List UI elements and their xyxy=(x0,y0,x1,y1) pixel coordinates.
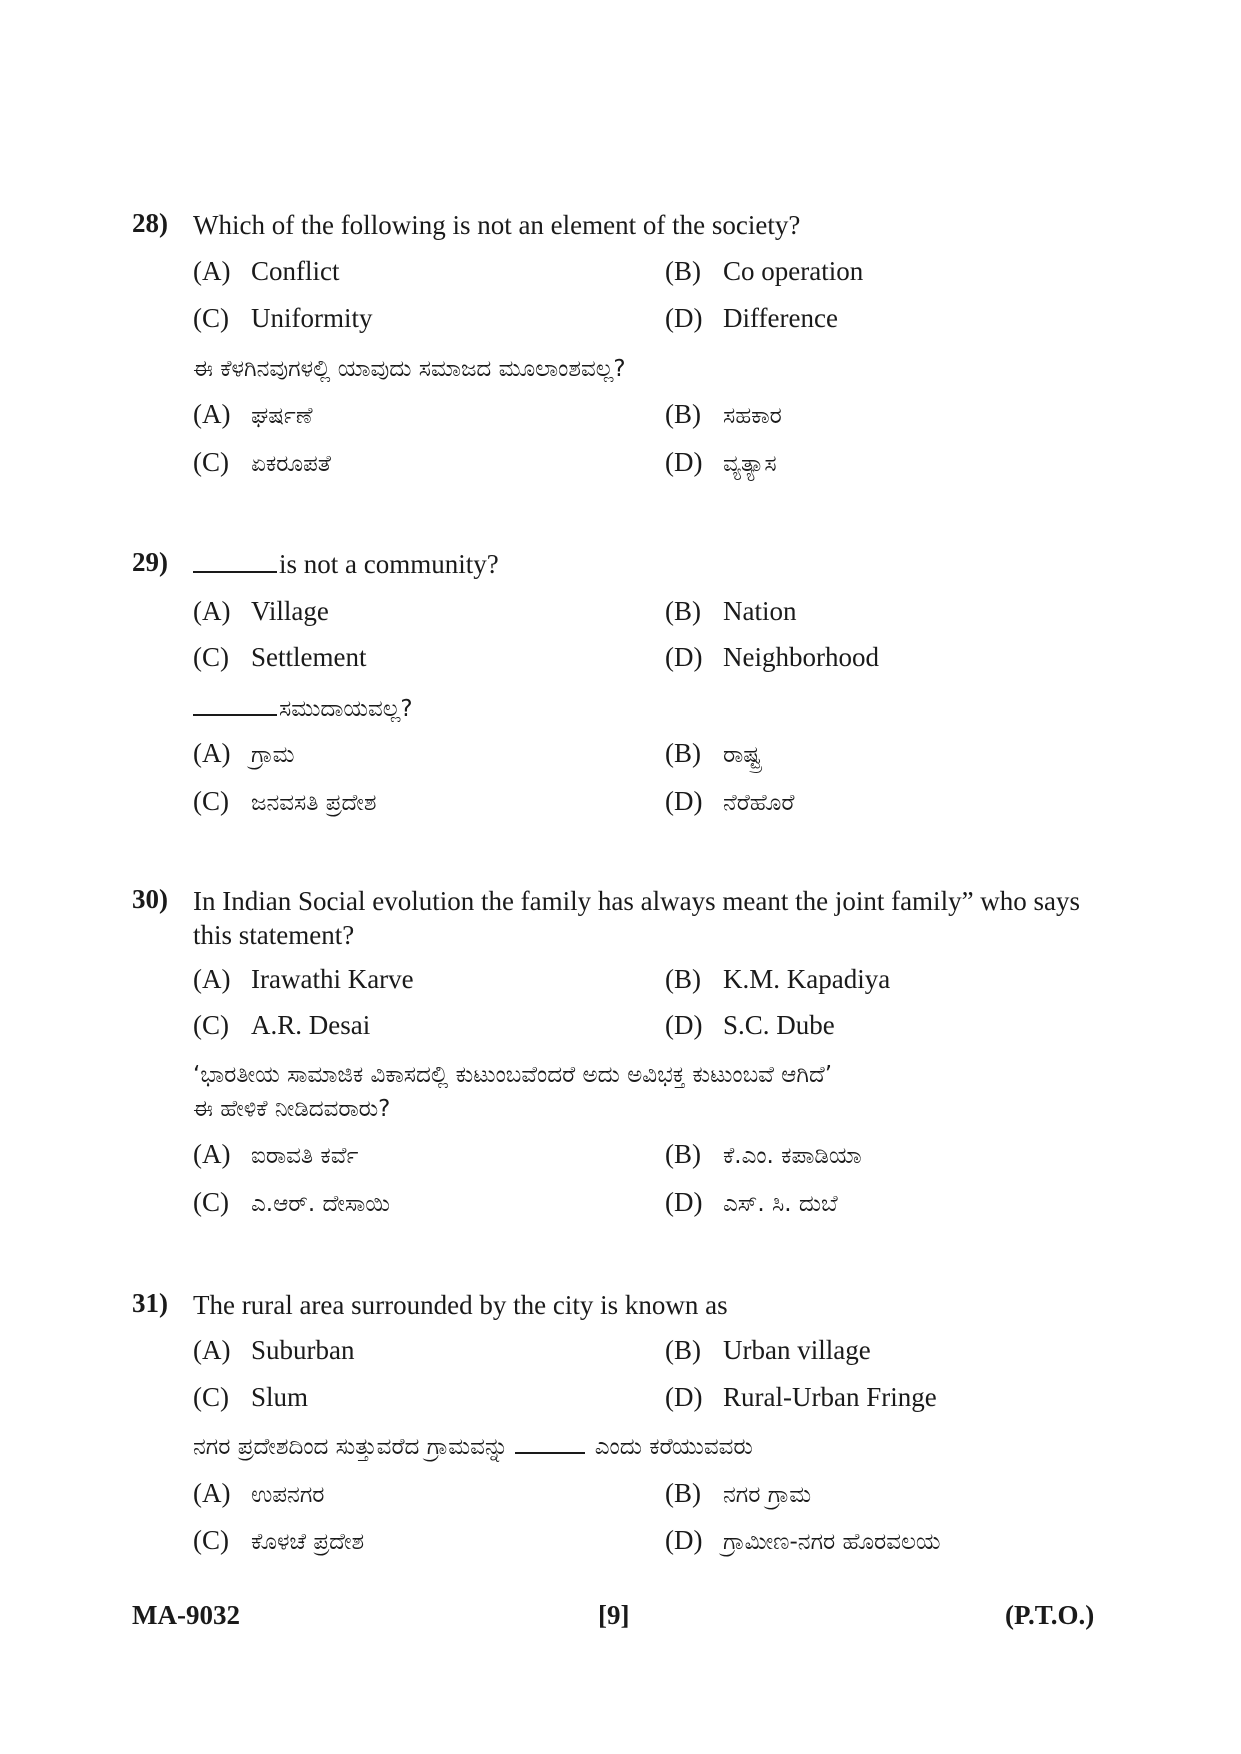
option-a-en: (A) Irawathi Karve xyxy=(193,964,414,994)
option-d-en: (D) Difference xyxy=(665,303,838,333)
option-b-en: (B) Co operation xyxy=(665,256,864,286)
option-d-en: (D) Neighborhood xyxy=(665,642,879,672)
option-b-en: (B) Nation xyxy=(665,596,797,626)
question-text-kn-line2: ಈ ಹೇಳಿಕೆ ನೀಡಿದವರಾರು? xyxy=(193,1096,391,1122)
option-a-kn: (A) ಗ್ರಾಮ xyxy=(193,738,295,768)
option-c-kn: (C) ಏಕರೂಪತೆ xyxy=(193,447,331,477)
question-number: 28) xyxy=(132,208,168,238)
question-text-en: The rural area surrounded by the city is known as xyxy=(193,1290,728,1320)
option-b-en: (B) Urban village xyxy=(665,1335,871,1365)
question-text-en: is not a community? xyxy=(193,547,1123,581)
option-c-en: (C) Uniformity xyxy=(193,303,373,333)
option-b-kn: (B) ಸಹಕಾರ xyxy=(665,399,782,429)
option-a-kn: (A) ಐರಾವತಿ ಕರ್ವೆ xyxy=(193,1139,359,1169)
page-number: [9] xyxy=(598,1600,630,1630)
option-c-en: (C) Settlement xyxy=(193,642,367,672)
option-a-en: (A) Suburban xyxy=(193,1335,355,1365)
option-a-kn: (A) ಉಪನಗರ xyxy=(193,1478,325,1508)
option-b-kn: (B) ರಾಷ್ಟ್ರ xyxy=(665,738,762,768)
question-text-kn: ಸಮುದಾಯವಲ್ಲ? xyxy=(193,692,1123,726)
question-text-kn: ಈ ಕೆಳಗಿನವುಗಳಲ್ಲಿ ಯಾವುದು ಸಮಾಜದ ಮೂಲಾಂಶವಲ್ಲ? xyxy=(193,356,626,382)
question-text-en: In Indian Social evolution the family has always meant the joint family” who says this statement? xyxy=(193,886,1081,950)
option-b-kn: (B) ನಗರ ಗ್ರಾಮ xyxy=(665,1478,812,1508)
question-number: 30) xyxy=(132,884,168,914)
option-b-kn: (B) ಕೆ.ಎಂ. ಕಪಾಡಿಯಾ xyxy=(665,1139,862,1169)
option-c-kn: (C) ಎ.ಆರ್. ದೇಸಾಯಿ xyxy=(193,1187,390,1217)
option-d-kn: (D) ಗ್ರಾಮೀಣ-ನಗರ ಹೊರವಲಯ xyxy=(665,1525,941,1555)
paper-code: MA-9032 xyxy=(132,1600,240,1630)
option-c-kn: (C) ಜನವಸತಿ ಪ್ರದೇಶ xyxy=(193,786,377,816)
question-text-en: Which of the following is not an element of the society? xyxy=(193,210,801,240)
answer-blank xyxy=(193,713,277,716)
option-d-kn: (D) ಎಸ್. ಸಿ. ದುಬೆ xyxy=(665,1187,838,1217)
option-d-en: (D) Rural-Urban Fringe xyxy=(665,1382,937,1412)
question-number: 31) xyxy=(132,1288,168,1318)
option-b-en: (B) K.M. Kapadiya xyxy=(665,964,891,994)
option-a-en: (A) Village xyxy=(193,596,329,626)
question-text-kn-line1: ‘ಭಾರತೀಯ ಸಾಮಾಜಿಕ ವಿಕಾಸದಲ್ಲಿ ಕುಟುಂಬವೆಂದರೆ ಅದು ಅವಿಭಕ್ತ ಕುಟುಂಬವೆ ಆಗಿದೆ’ xyxy=(193,1062,833,1088)
option-c-en: (C) A.R. Desai xyxy=(193,1010,371,1040)
option-d-kn: (D) ವ್ಯತ್ಯಾಸ xyxy=(665,447,777,477)
option-d-kn: (D) ನೆರೆಹೊರೆ xyxy=(665,786,795,816)
option-a-kn: (A) ಘರ್ಷಣೆ xyxy=(193,399,313,429)
answer-blank xyxy=(515,1451,585,1454)
question-number: 29) xyxy=(132,547,168,577)
option-c-en: (C) Slum xyxy=(193,1382,309,1412)
option-c-kn: (C) ಕೊಳಚೆ ಪ್ರದೇಶ xyxy=(193,1525,365,1555)
question-text-kn: ನಗರ ಪ್ರದೇಶದಿಂದ ಸುತ್ತುವರೆದ ಗ್ರಾಮವನ್ನು ಎಂದು ಕರೆಯುವವರು xyxy=(193,1434,753,1460)
option-a-en: (A) Conflict xyxy=(193,256,340,286)
pto-label: (P.T.O.) xyxy=(1005,1600,1095,1630)
option-d-en: (D) S.C. Dube xyxy=(665,1010,835,1040)
answer-blank xyxy=(193,570,277,573)
